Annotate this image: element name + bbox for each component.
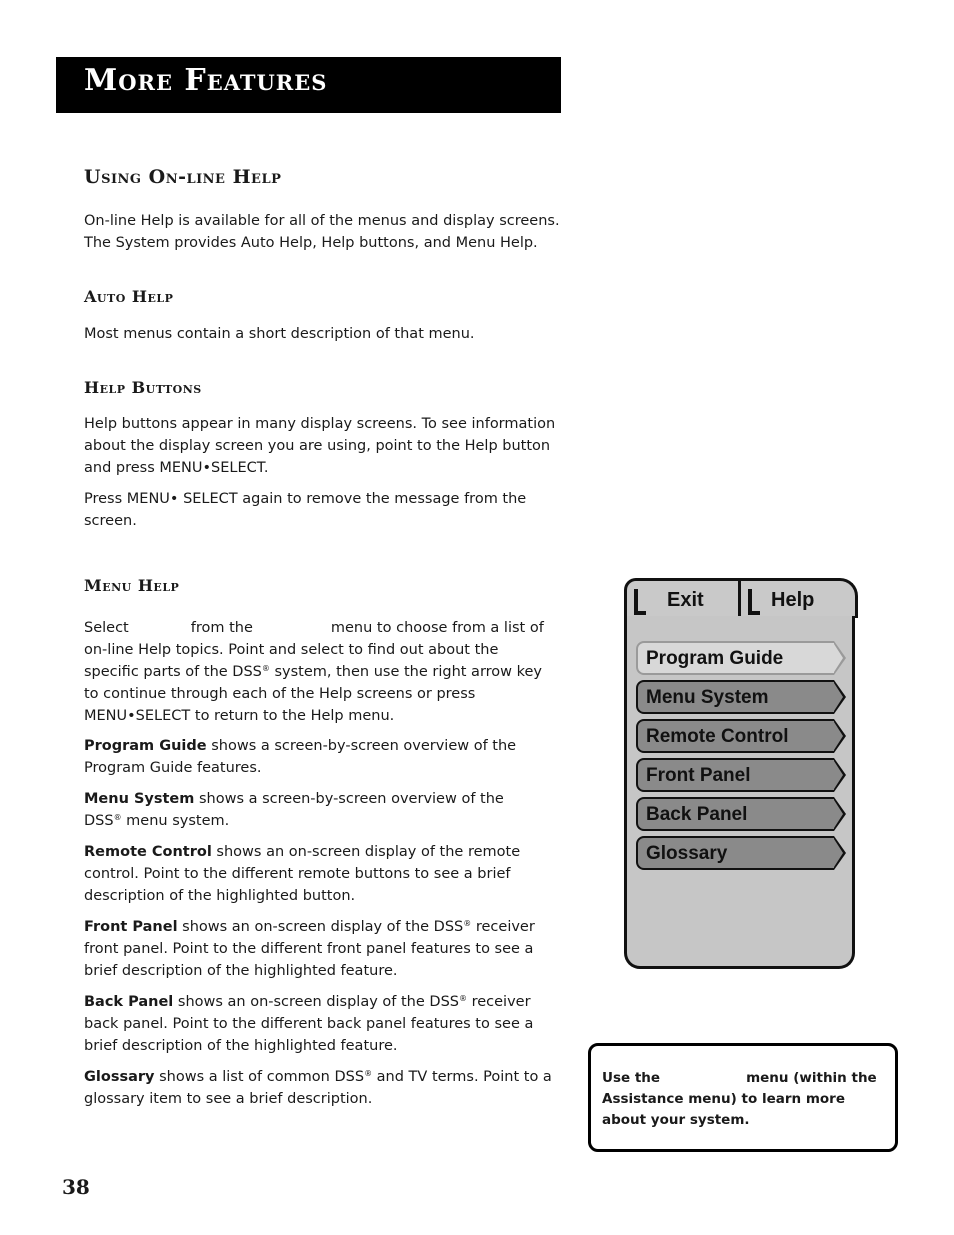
topic-term: Front Panel <box>84 919 178 935</box>
menu-item-label: Glossary <box>646 843 728 864</box>
help-topic-remote-control <box>84 841 534 907</box>
auto-help-title: Auto Help <box>84 287 174 306</box>
menu-item-program-guide[interactable] <box>636 641 834 675</box>
page-banner <box>56 57 561 113</box>
topic-desc: shows a screen-by-screen overview of the Program Guide features. <box>84 738 517 776</box>
menu-help-intro-a: Select <box>84 620 129 636</box>
menu-item-label: Front Panel <box>646 765 751 786</box>
topic-desc: shows an on-screen display of the DSS <box>173 994 459 1010</box>
menu-item-menu-system[interactable] <box>636 680 834 714</box>
menu-item-label: Menu System <box>646 687 769 708</box>
tab-corner-icon <box>748 589 760 615</box>
page-title: More Features <box>84 63 328 98</box>
help-buttons-text-1: Help buttons appear in many display screens. To see information about the display screen you are using, point to the Help button and press MENU•SELECT. <box>84 416 556 476</box>
menu-help-intro-b: from the <box>190 620 253 636</box>
menu-item-label: Remote Control <box>646 726 789 747</box>
page-number: 38 <box>62 1175 90 1199</box>
menu-help-title: Menu Help <box>84 576 180 595</box>
topic-term: Back Panel <box>84 994 174 1010</box>
menu-item-label: Program Guide <box>646 648 784 669</box>
topic-term: Program Guide <box>84 738 207 754</box>
note-text <box>602 1068 892 1131</box>
registered-mark: ® <box>458 994 467 1003</box>
note-box <box>588 1043 898 1152</box>
help-topic-menu-system <box>84 788 544 832</box>
topic-desc-cont: receiver back panel. Point to the different back panel features to see a brief description of the highlighted feature. <box>84 994 534 1054</box>
topic-desc-cont: and TV terms. Point to a glossary item to see a brief description. <box>84 1069 552 1107</box>
menu-item-front-panel[interactable] <box>636 758 834 792</box>
menu-item-glossary[interactable] <box>636 836 834 870</box>
topic-desc: shows an on-screen display of the remote control. Point to the different remote buttons to see a brief description of the highlighted button. <box>84 844 521 904</box>
tab-exit-label: Exit <box>667 589 704 611</box>
topic-desc: shows a screen-by-screen overview of the DSS <box>84 791 504 829</box>
menu-item-back-panel[interactable] <box>636 797 834 831</box>
help-topic-glossary <box>84 1066 554 1110</box>
section-intro: On-line Help is available for all of the menus and display screens. The System provides Auto Help, Help buttons, and Menu Help. <box>84 213 560 251</box>
tab-corner-icon <box>634 589 646 615</box>
help-topic-program-guide <box>84 735 544 779</box>
tab-help-label: Help <box>771 589 815 611</box>
menu-help-intro-d: system, then use the right arrow key to continue through each of the Help screens or press MENU•SELECT to return to the Help menu. <box>84 664 543 724</box>
registered-mark: ® <box>113 813 122 822</box>
topic-term: Menu System <box>84 791 195 807</box>
section-title: Using On-line Help <box>84 166 282 188</box>
note-text-a: Use the <box>602 1070 661 1086</box>
menu-item-label: Back Panel <box>646 804 748 825</box>
topic-desc: shows a list of common DSS <box>154 1069 365 1085</box>
menu-item-remote-control[interactable] <box>636 719 834 753</box>
help-topic-front-panel <box>84 916 554 982</box>
registered-mark: ® <box>463 919 472 928</box>
menu-help-intro-c: menu to choose from a list of on-line Help topics. Point and select to find out about the specific parts of the DSS <box>84 620 544 680</box>
registered-mark: ® <box>364 1069 373 1078</box>
topic-desc-cont: menu system. <box>121 813 230 829</box>
help-buttons-title: Help Buttons <box>84 378 202 397</box>
help-menu-screen <box>624 578 859 974</box>
topic-term: Glossary <box>84 1069 155 1085</box>
registered-mark: ® <box>261 664 270 673</box>
topic-term: Remote Control <box>84 844 212 860</box>
menu-help-intro <box>84 617 556 727</box>
help-topic-back-panel <box>84 991 562 1057</box>
help-buttons-text-2: Press MENU• SELECT again to remove the message from the screen. <box>84 491 527 529</box>
tab-exit[interactable] <box>624 578 741 618</box>
auto-help-text: Most menus contain a short description of that menu. <box>84 326 475 342</box>
topic-desc: shows an on-screen display of the DSS <box>177 919 464 935</box>
topic-desc-cont: receiver front panel. Point to the different front panel features to see a brief description of the highlighted feature. <box>84 919 535 979</box>
tab-help[interactable] <box>738 578 858 618</box>
note-text-b: menu (within the Assistance menu) to learn more about your system. <box>602 1070 877 1128</box>
